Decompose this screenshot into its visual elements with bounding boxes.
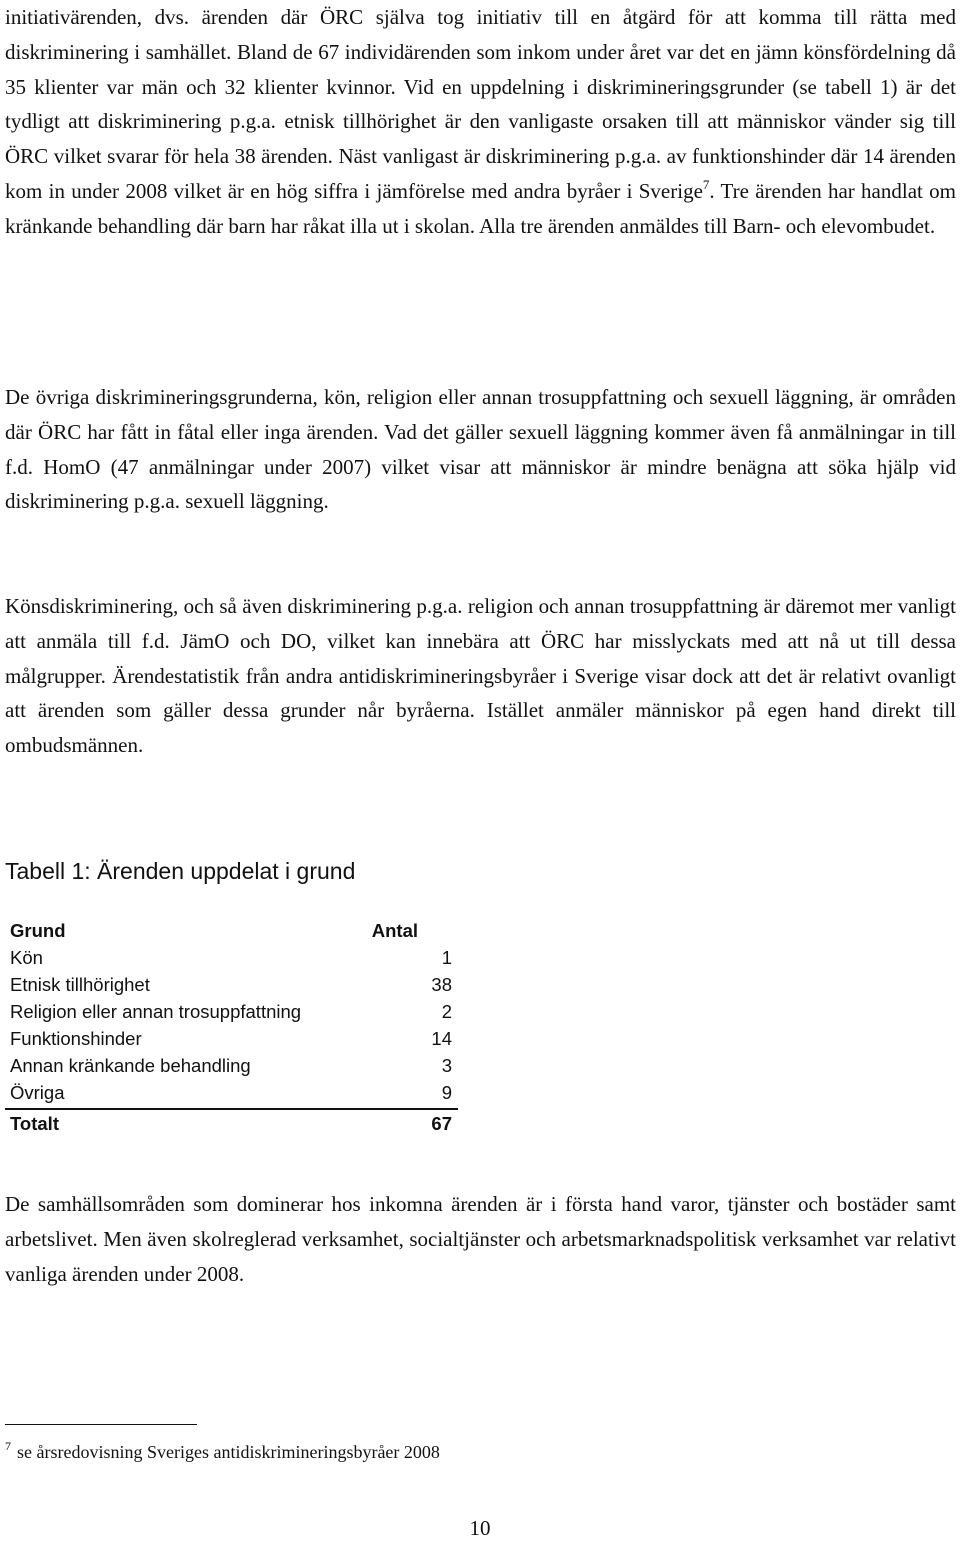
table-caption: Tabell 1: Ärenden uppdelat i grund (5, 858, 356, 884)
table-body (5, 944, 458, 1106)
table-cell-antal: 2 (441, 1001, 452, 1022)
table-row (5, 998, 458, 1025)
paragraph-initiativ (5, 0, 956, 244)
grund-table (5, 917, 458, 1137)
paragraph-samhallsomraden: De samhällsområden som dominerar hos inkomna ärenden är i första hand varor, tjänster och bostäder samt arbetslivet. Men även skolreglerad verksamhet, socialtjänster och arbetsmarknadspolitisk verksamhet var relativt vanliga ärenden under 2008. (5, 1192, 956, 1286)
table-total-row (5, 1108, 458, 1137)
paragraph-ovriga-grunder: De övriga diskrimineringsgrunderna, kön, religion eller annan trosuppfattning och sexuell läggning, är områden där ÖRC har fått in fåtal eller inga ärenden. Vad det gäller sexuell läggning kommer även få anmälningar in till f.d. HomO (47 anmälningar under 2007) vilket visar att människor är mindre benägna att söka hjälp vid diskriminering p.g.a. sexuell läggning. (5, 385, 956, 514)
table-row (5, 1025, 458, 1052)
table-cell-grund: Religion eller annan trosuppfattning (10, 1001, 302, 1022)
paragraph-konsdiskriminering: Könsdiskriminering, och så även diskriminering p.g.a. religion och annan trosuppfattning är däremot mer vanligt att anmäla till f.d. JämO och DO, vilket kan innebära att ÖRC har misslyckats med att nå ut till dessa målgrupper. Ärendestatistik från andra antidiskrimineringsbyråer i Sverige visar dock att det är relativt ovanligt att ärenden som gäller dessa grunder når byråerna. Istället anmäler människor på egen hand direkt till ombudsmännen. (5, 594, 956, 758)
table-cell-antal: 14 (431, 1028, 452, 1049)
paragraph-text: initiativärenden, dvs. ärenden där ÖRC själva tog initiativ till en åtgärd för att komma till rätta med diskriminering i samhället. Bland de 67 individärenden som inkom under året var det en jämn könsfördelning då 35 klienter var män och 32 klienter kvinnor. Vid en uppdelning i diskrimineringsgrunder (se tabell 1) är det tydligt att diskriminering p.g.a. etnisk tillhörighet är den vanligaste orsaken till att människor vänder sig till ÖRC vilket svarar för hela 38 ärenden. Näst vanligast är diskriminering p.g.a. av funktionshinder där 14 ärenden kom in under 2008 vilket är en hög siffra i jämförelse med andra byråer i Sverige (5, 5, 956, 203)
table-cell-grund: Kön (10, 947, 43, 968)
table-cell-grund: Annan kränkande behandling (10, 1055, 251, 1076)
table-header-antal: Antal (371, 920, 418, 941)
table-header-grund: Grund (10, 920, 66, 941)
table-total-label: Totalt (10, 1113, 59, 1134)
table-row (5, 1052, 458, 1079)
table-header-row (5, 917, 458, 944)
table-row (5, 1079, 458, 1106)
paragraph-text: . Tre ärenden har handlat om kränkande behandling där barn har råkat illa ut i skolan. Alla tre ärenden anmäldes till Barn- och elevombudet. (5, 178, 956, 238)
footnote (5, 1440, 440, 1464)
footnote-divider (5, 1424, 197, 1425)
table-cell-antal: 38 (431, 974, 452, 995)
footnote-text: se årsredovisning Sveriges antidiskrimineringsbyråer 2008 (17, 1442, 440, 1462)
table-cell-grund: Övriga (10, 1082, 65, 1103)
table-cell-grund: Funktionshinder (10, 1028, 142, 1049)
table-row (5, 971, 458, 998)
page-number: 10 (469, 1516, 491, 1540)
table-row (5, 944, 458, 971)
table-cell-grund: Etnisk tillhörighet (10, 974, 150, 995)
table-cell-antal: 3 (441, 1055, 452, 1076)
table-cell-antal: 9 (441, 1082, 452, 1103)
table-total-value: 67 (431, 1113, 452, 1134)
footnote-reference: 7 (702, 176, 710, 192)
table-cell-antal: 1 (441, 947, 452, 968)
footnote-marker: 7 (5, 1439, 11, 1453)
